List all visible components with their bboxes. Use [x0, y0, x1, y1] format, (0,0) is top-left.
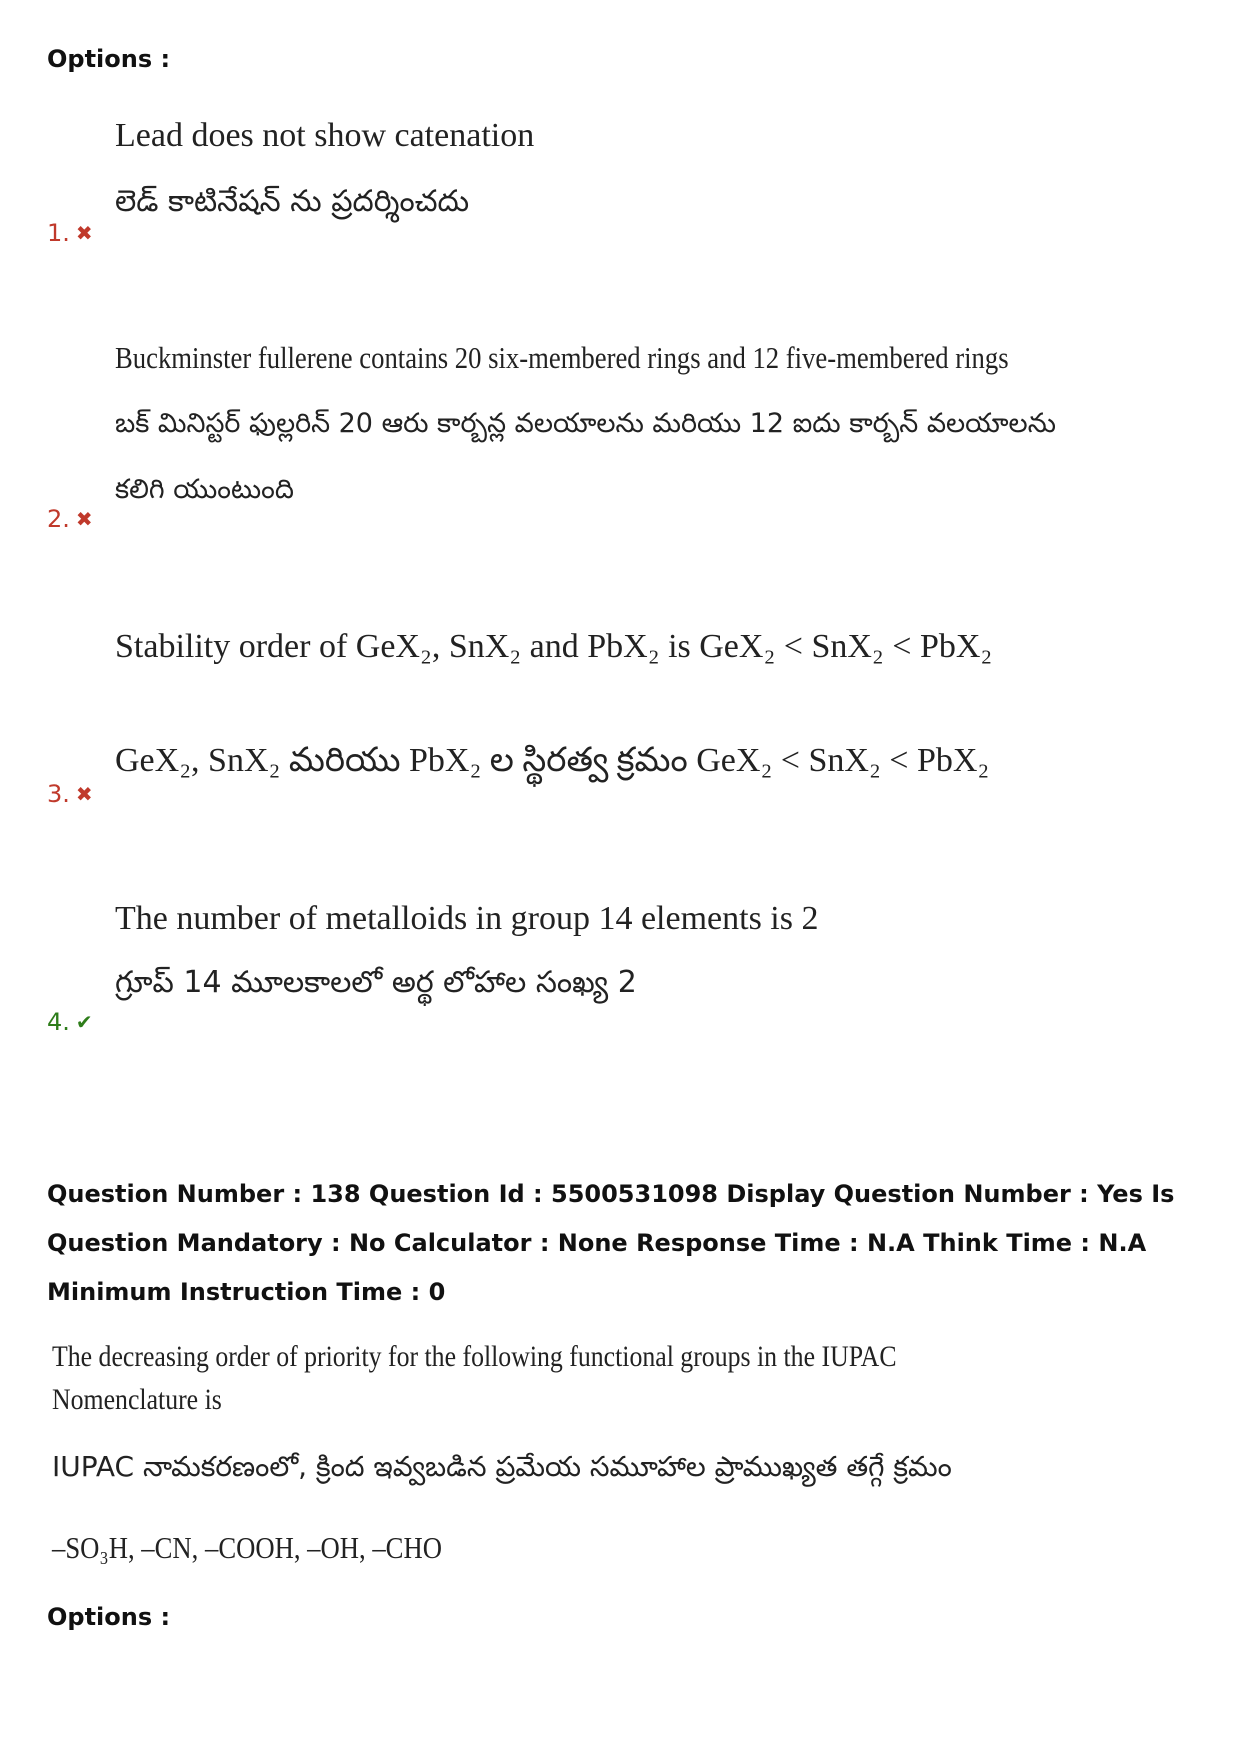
option-1-telugu: లెడ్ కాటినేషన్ ను ప్రదర్శించదు: [115, 184, 470, 219]
option-number: 2.: [47, 505, 70, 533]
question-metadata: Question Number : 138 Question Id : 5500531098 Display Question Number : Yes Is Question Mandatory : No Calculator : None Response Time : N.A Think Time : N.A Minimum Instruction Time : 0: [47, 1180, 1175, 1306]
option-number: 1.: [47, 219, 70, 247]
option-3-telugu: GeX₂, SnX₂ మరియు PbX₂ ల స్థిరత్వ క్రమం GeX₂ < SnX₂ < PbX₂: [115, 742, 990, 779]
option-4-english: The number of metalloids in group 14 elements is 2: [115, 900, 819, 937]
option-number: 3.: [47, 780, 70, 808]
cross-icon: ✖: [75, 507, 93, 531]
question-english-line1: The decreasing order of priority for the following functional groups in the IUPAC: [52, 1340, 897, 1373]
options-label: Options :: [47, 45, 171, 73]
option-3-english: Stability order of GeX₂, SnX₂ and PbX₂ is GeX₂ < SnX₂ < PbX₂: [115, 628, 993, 665]
option-2-telugu-line2: కలిగి యుంటుంది: [115, 474, 294, 505]
option-4-marker: [47, 1008, 93, 1036]
option-2-marker: [47, 505, 93, 533]
option-1-english: Lead does not show catenation: [115, 117, 535, 154]
cross-icon: ✖: [75, 782, 93, 806]
question-telugu: IUPAC నామకరణంలో, క్రింద ఇవ్వబడిన ప్రమేయ సమూహాల ప్రాముఖ్యత తగ్గే క్రమం: [52, 1450, 952, 1483]
option-4-telugu: గ్రూప్ 14 మూలకాలలో అర్థ లోహాల సంఖ్య 2: [115, 965, 637, 1000]
options-label: Options :: [47, 1603, 171, 1631]
option-2-telugu-line1: బక్ మినిస్టర్ ఫుల్లరిన్ 20 ఆరు కార్బన్ల వలయాలను మరియు 12 ఐదు కార్బన్ వలయాలను: [115, 408, 1056, 439]
option-2-english: Buckminster fullerene contains 20 six-membered rings and 12 five-membered rings: [115, 340, 1009, 375]
option-3-marker: [47, 780, 93, 808]
question-english-line2: Nomenclature is: [52, 1383, 222, 1416]
cross-icon: ✖: [75, 221, 93, 245]
option-1-marker: [47, 219, 93, 247]
check-icon: ✔: [75, 1010, 93, 1034]
functional-groups: –SO₃H, –CN, –COOH, –OH, –CHO: [52, 1530, 442, 1565]
option-number: 4.: [47, 1008, 70, 1036]
